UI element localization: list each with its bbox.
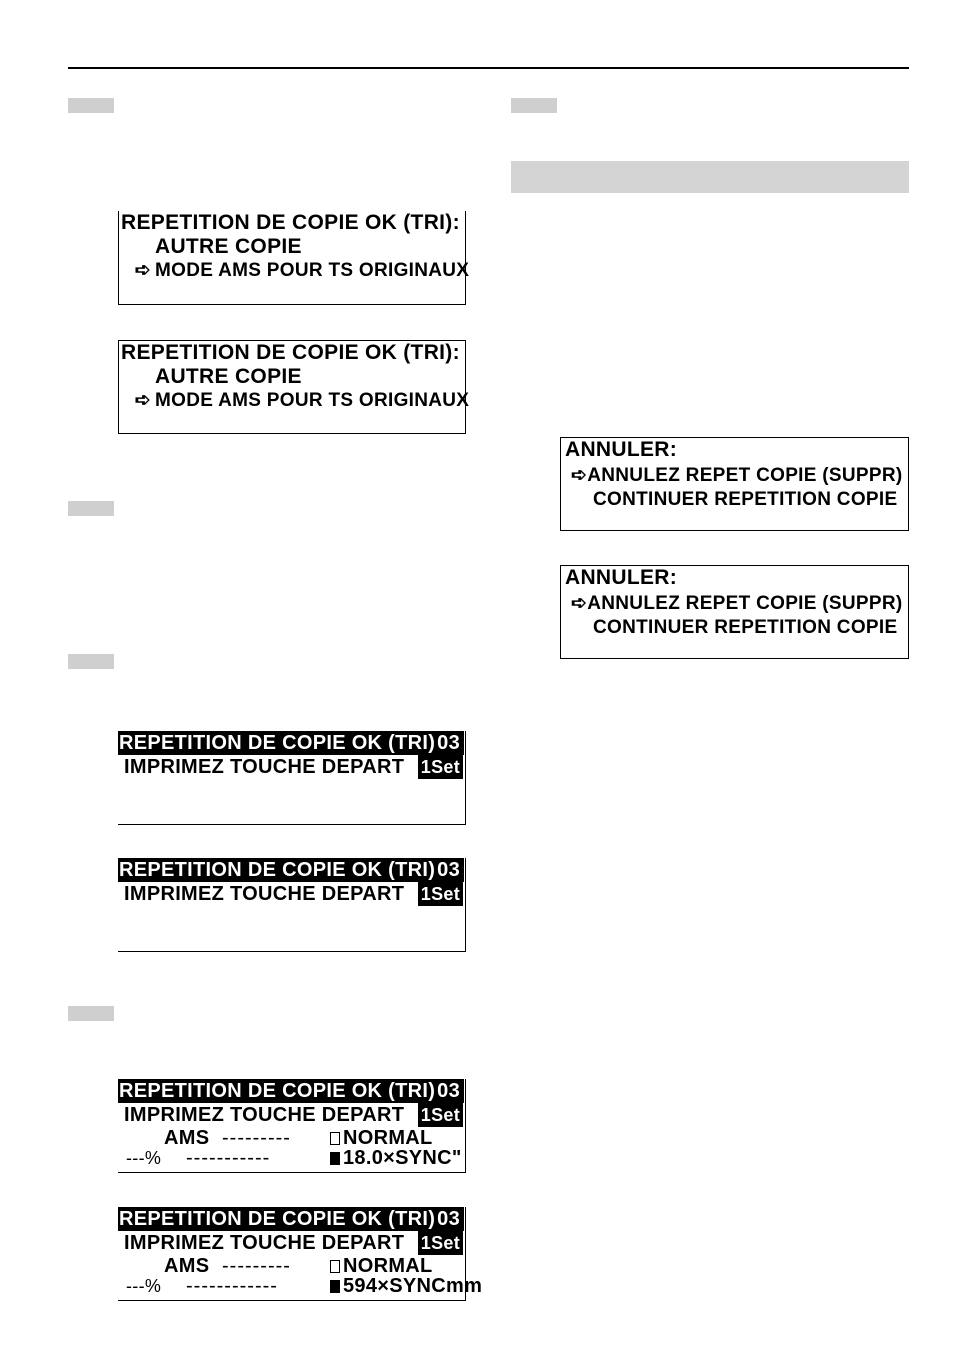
original-document-icon <box>330 1132 340 1145</box>
cancel-title: ANNULER: <box>565 566 678 589</box>
lcd-header-text: REPETITION DE COPIE OK (TRI) <box>119 1208 436 1230</box>
zoom-percent: ---% <box>126 1276 162 1296</box>
zoom-percent: ---% <box>126 1148 162 1168</box>
menu-option-another-copy[interactable]: AUTRE COPIE <box>155 365 302 388</box>
zoom-dashes: ------------ <box>186 1275 278 1297</box>
arrow-right-icon: ➪ <box>134 260 151 281</box>
lcd-repeat-copy-menu <box>118 340 470 434</box>
cancel-option-continue[interactable]: CONTINUER REPETITION COPIE <box>593 489 898 510</box>
arrow-right-icon: ➪ <box>571 593 588 614</box>
section-heading-bar <box>511 161 909 193</box>
set-count-badge: 1Set <box>418 1103 463 1127</box>
ams-label: AMS <box>164 1127 210 1149</box>
lcd-ams-screen <box>118 1207 483 1301</box>
paper-size: 18.0×SYNC" <box>343 1147 462 1169</box>
exposure-mode: NORMAL <box>343 1255 433 1277</box>
copy-count: 03 <box>437 732 460 754</box>
lcd-ready-screen <box>118 731 466 825</box>
copy-count: 03 <box>437 1080 460 1102</box>
lcd-header-text: REPETITION DE COPIE OK (TRI) <box>119 732 436 754</box>
lcd-message: IMPRIMEZ TOUCHE DEPART <box>124 1232 405 1254</box>
cancel-option-continue[interactable]: CONTINUER REPETITION COPIE <box>593 617 898 638</box>
lcd-message: IMPRIMEZ TOUCHE DEPART <box>124 1104 405 1126</box>
menu-title: REPETITION DE COPIE OK (TRI): <box>121 341 460 364</box>
copy-count: 03 <box>437 1208 460 1230</box>
exposure-mode: NORMAL <box>343 1127 433 1149</box>
paper-size-icon <box>330 1280 340 1293</box>
lcd-header <box>118 858 464 882</box>
lcd-cancel-menu <box>560 565 909 659</box>
cancel-title: ANNULER: <box>565 438 678 461</box>
step-marker-5 <box>68 501 114 516</box>
lcd-message: IMPRIMEZ TOUCHE DEPART <box>124 756 405 778</box>
arrow-right-icon: ➪ <box>134 390 151 411</box>
ams-dashes: --------- <box>222 1127 291 1149</box>
lcd-header-text: REPETITION DE COPIE OK (TRI) <box>119 1080 436 1102</box>
lcd-ams-screen <box>118 1079 466 1173</box>
cancel-option-delete[interactable]: ANNULEZ REPET COPIE (SUPPR) <box>587 593 903 614</box>
lcd-header <box>118 1079 464 1103</box>
paper-size: 594×SYNCmm <box>343 1275 483 1297</box>
arrow-right-icon: ➪ <box>571 465 588 486</box>
header-rule <box>68 67 909 69</box>
lcd-header-text: REPETITION DE COPIE OK (TRI) <box>119 859 436 881</box>
cancel-option-delete[interactable]: ANNULEZ REPET COPIE (SUPPR) <box>587 465 903 486</box>
menu-option-ams-mode[interactable]: MODE AMS POUR TS ORIGINAUX <box>155 260 470 281</box>
copy-count: 03 <box>437 859 460 881</box>
lcd-ready-screen <box>118 858 466 952</box>
zoom-dashes: ----------- <box>186 1147 271 1169</box>
ams-label: AMS <box>164 1255 210 1277</box>
paper-size-icon <box>330 1152 340 1165</box>
ams-dashes: --------- <box>222 1255 291 1277</box>
set-count-badge: 1Set <box>418 1231 463 1255</box>
menu-title: REPETITION DE COPIE OK (TRI): <box>121 211 460 234</box>
lcd-message: IMPRIMEZ TOUCHE DEPART <box>124 883 405 905</box>
lcd-repeat-copy-menu <box>118 211 470 305</box>
step-marker-4 <box>68 98 114 113</box>
lcd-cancel-menu <box>560 437 909 531</box>
lcd-header <box>118 1207 464 1231</box>
menu-option-another-copy[interactable]: AUTRE COPIE <box>155 235 302 258</box>
step-marker-6 <box>68 654 114 669</box>
menu-option-ams-mode[interactable]: MODE AMS POUR TS ORIGINAUX <box>155 390 470 411</box>
set-count-badge: 1Set <box>418 755 463 779</box>
step-marker-7 <box>68 1006 114 1021</box>
lcd-header <box>118 731 464 755</box>
step-marker-right <box>511 98 557 113</box>
original-document-icon <box>330 1260 340 1273</box>
set-count-badge: 1Set <box>418 882 463 906</box>
